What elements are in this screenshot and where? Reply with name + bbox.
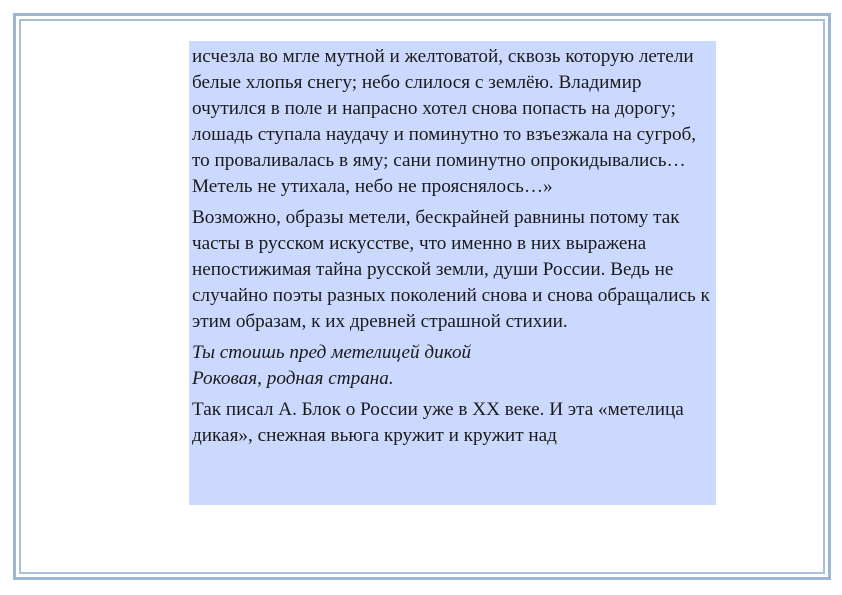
text-box bbox=[189, 41, 716, 505]
paragraph-blizzard-excerpt: исчезла во мгле мутной и желтоватой, сквозь которую летели белые хлопья снегу; небо слилося с землёю. Владимир очутился в поле и напрасно хотел снова попасть на дорогу; лошадь ступала наудачу и поминутно то взъезжала на сугроб, то проваливалась в яму; сани поминутно опрокидывались… Метель не утихала, небо не прояснялось…» bbox=[192, 46, 697, 197]
paragraph-russian-art: Возможно, образы метели, бескрайней равнины потому так часты в русском искусстве, что именно в них выражена непостижимая тайна русской земли, души России. Ведь не случайно поэты разных поколений снова и снова обращались к этим образам, к их древней страшной стихии. bbox=[192, 207, 710, 332]
verse-line-1: Ты стоишь пред метелицей дикой bbox=[192, 342, 472, 363]
verse-line-2: Роковая, родная страна. bbox=[192, 368, 394, 389]
paragraph-blok: Так писал А. Блок о России уже в XX веке. И эта «метелица дикая», снежная вьюга кружит и кружит над bbox=[192, 399, 684, 446]
verse-quote bbox=[192, 340, 710, 392]
